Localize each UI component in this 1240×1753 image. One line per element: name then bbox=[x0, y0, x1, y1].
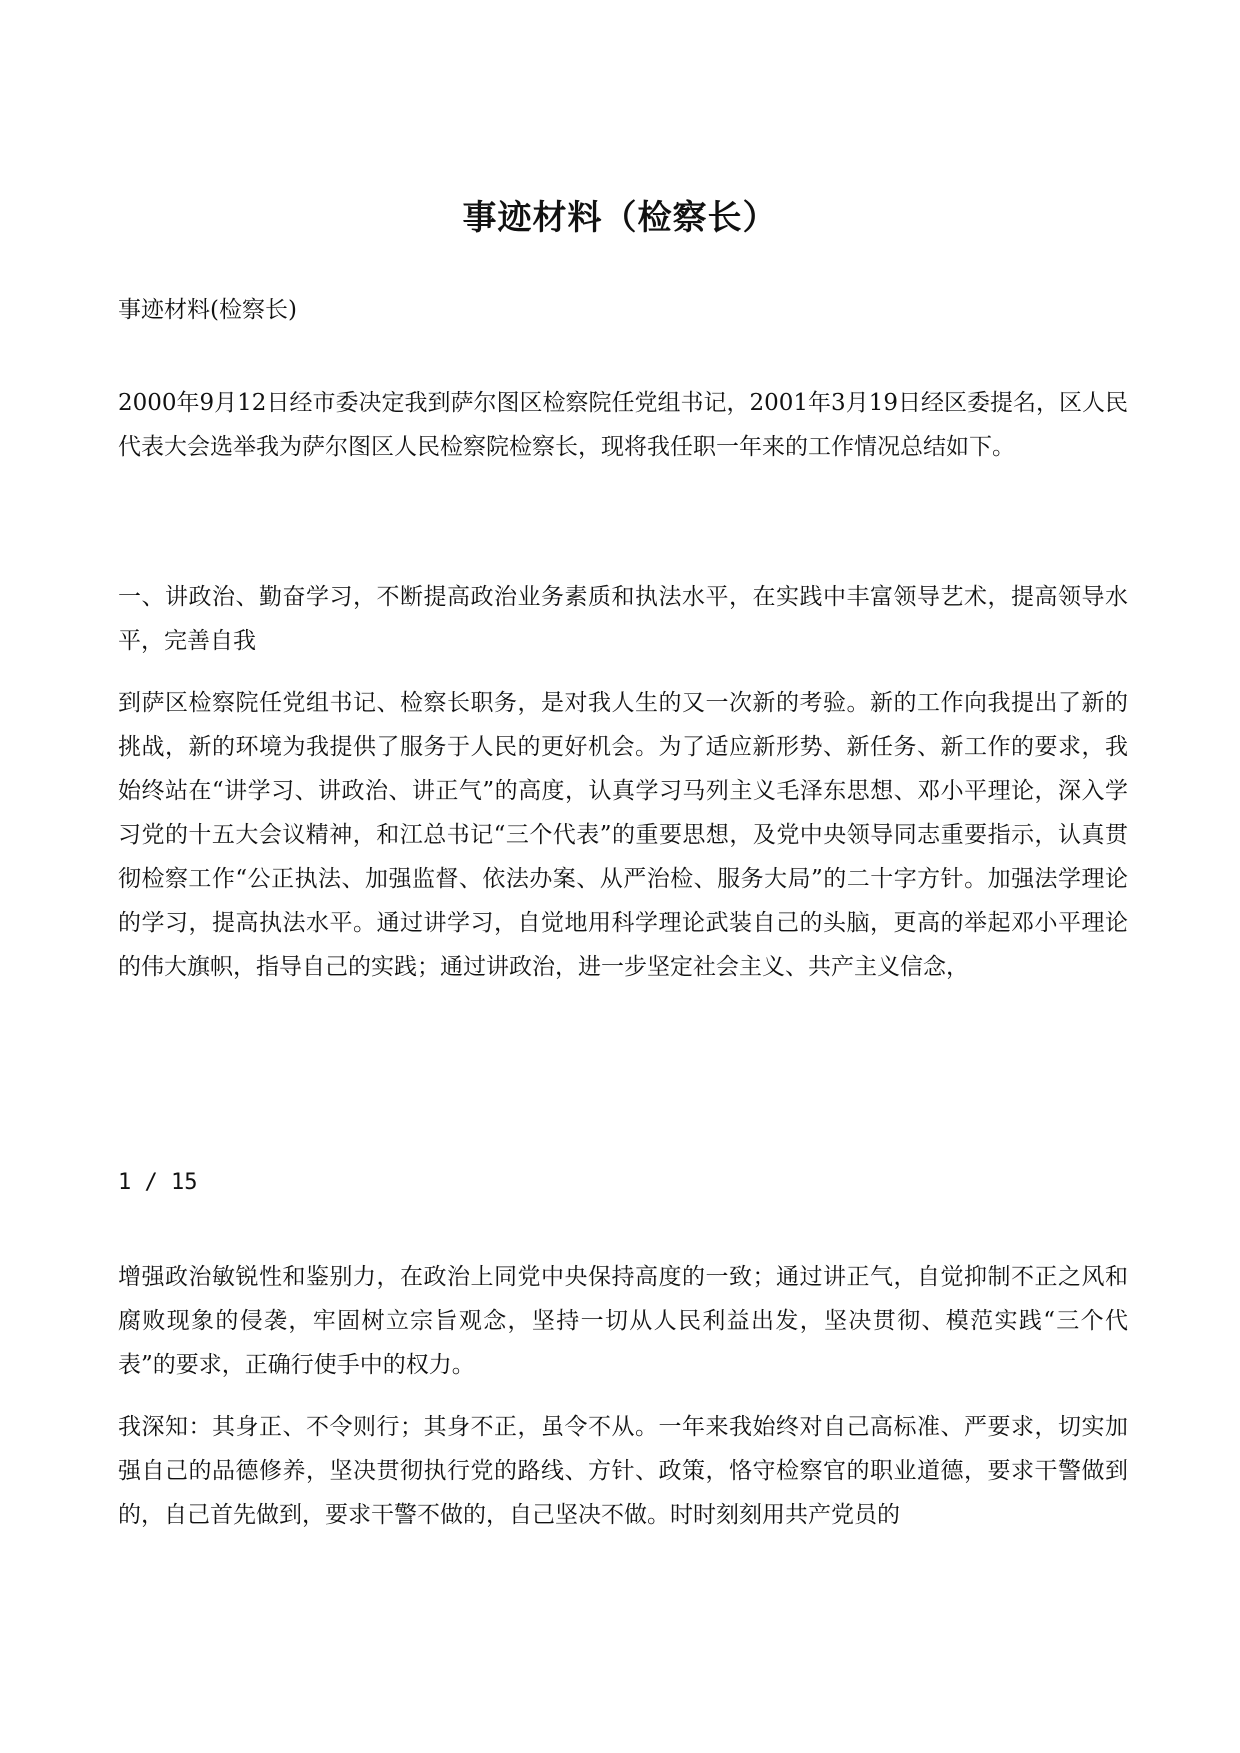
section-heading-1: 一、讲政治、勤奋学习，不断提高政治业务素质和执法水平，在实践中丰富领导艺术，提高领导水平，完善自我 bbox=[118, 584, 1128, 654]
document-subtitle: 事迹材料(检察长) bbox=[118, 297, 297, 323]
paragraph-self-discipline: 我深知：其身正、不令则行；其身不正，虽令不从。一年来我始终对自己高标准、严要求，切实加强自己的品德修养，坚决贯彻执行党的路线、方针、政策，恪守检察官的职业道德，要求干警做到的，自己首先做到，要求干警不做的，自己坚决不做。时时刻刻用共产党员的 bbox=[118, 1414, 1128, 1528]
paragraph-study: 到萨区检察院任党组书记、检察长职务，是对我人生的又一次新的考验。新的工作向我提出了新的挑战，新的环境为我提供了服务于人民的更好机会。为了适应新形势、新任务、新工作的要求，我始终站在“讲学习、讲政治、讲正气”的高度，认真学习马列主义毛泽东思想、邓小平理论，深入学习党的十五大会议精神，和江总书记“三个代表”的重要思想，及党中央领导同志重要指示，认真贯彻检察工作“公正执法、加强监督、依法办案、从严治检、服务大局”的二十字方针。加强法学理论的学习，提高执法水平。通过讲学习，自觉地用科学理论武装自己的头脑，更高的举起邓小平理论的伟大旗帜，指导自己的实践；通过讲政治，进一步坚定社会主义、共产主义信念， bbox=[118, 690, 1128, 980]
document-title: 事迹材料（检察长） bbox=[462, 198, 778, 238]
paragraph-politics: 增强政治敏锐性和鉴别力，在政治上同党中央保持高度的一致；通过讲正气，自觉抑制不正之风和腐败现象的侵袭，牢固树立宗旨观念，坚持一切从人民利益出发，坚决贯彻、模范实践“三个代表”的要求，正确行使手中的权力。 bbox=[118, 1264, 1128, 1378]
page-number: 1 / 15 bbox=[118, 1170, 198, 1195]
paragraph-intro: 2000年9月12日经市委决定我到萨尔图区检察院任党组书记，2001年3月19日经区委提名，区人民代表大会选举我为萨尔图区人民检察院检察长，现将我任职一年来的工作情况总结如下。 bbox=[118, 390, 1128, 460]
